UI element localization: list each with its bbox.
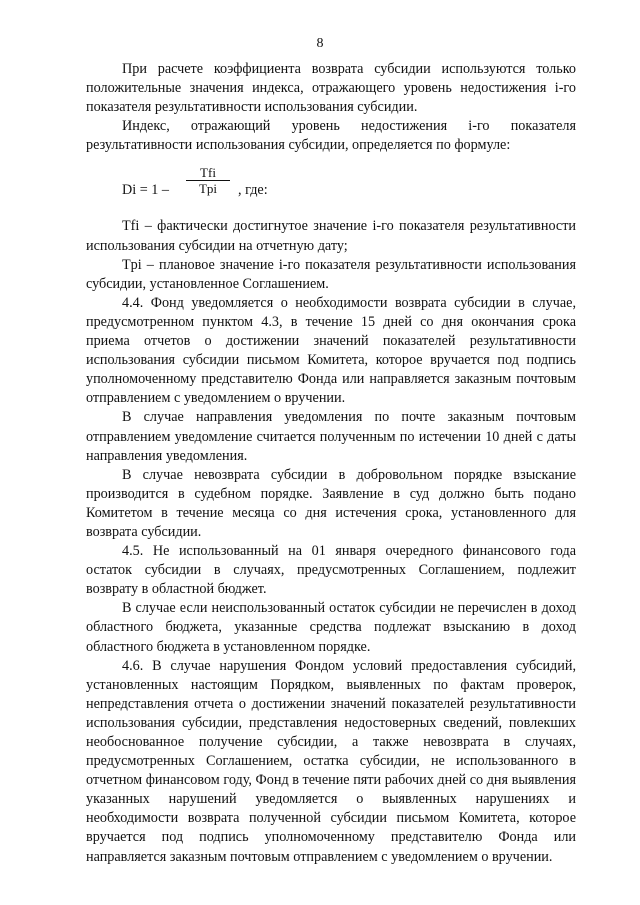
paragraph-4-5: 4.5. Не использованный на 01 января очередного финансового года остаток субсидии в случаях, предусмотренных Соглашением, подлежит возврату в областной бюджет. <box>86 543 576 598</box>
page-number: 8 <box>316 36 324 51</box>
formula-numerator: Tfi <box>186 165 230 181</box>
formula-denominator: Tpi <box>198 181 218 197</box>
paragraph-4-4: 4.4. Фонд уведомляется о необходимости возврата субсидии в случае, предусмотренном пунктом 4.3, в течение 15 дней со дня окончания срока приема отчетов о достижении значений показателей результативности использования субсидии письмом Комитета, которое вручается под подпись уполномоченному представителю Фонда или направляется заказным почтовым отправлением с уведомлением о вручении. <box>86 294 576 407</box>
paragraph-tp-definition: Tpi – плановое значение i-го показателя результативности использования субсидии, установленное Соглашением. <box>86 256 576 292</box>
paragraph-court-recovery: В случае невозврата субсидии в добровольном порядке взыскание производится в судебном порядке. Заявление в суд должно быть подано Комитетом в течение месяца со дня истечения срока, установленного для возврата субсидии. <box>86 466 576 540</box>
paragraph-mail-notice: В случае направления уведомления по почте заказным почтовым отправлением уведомление считается полученным по истечении 10 дней с даты направления уведомления. <box>86 409 576 464</box>
formula-where: , где: <box>238 182 268 199</box>
paragraph-unspent-balance: В случае если неиспользованный остаток субсидии не перечислен в доход областного бюджета, указанные средства подлежат взысканию в доход областного бюджета в установленном порядке. <box>86 600 576 655</box>
formula-fraction <box>186 165 230 196</box>
index-formula <box>122 163 576 207</box>
formula-left: Di = 1 – <box>122 182 170 199</box>
paragraph-tf-definition: Tfi – фактически достигнутое значение i-го показателя результативности использования субсидии на отчетную дату; <box>86 218 576 254</box>
paragraph-4-6: 4.6. В случае нарушения Фондом условий предоставления субсидий, установленных настоящим Порядком, выявленных по фактам проверок, непредставления отчета о достижении значений показателей результативности использования субсидии, представления недостоверных сведений, повлекших необоснованное получение субсидии, а также невозврата в случаях, предусмотренных Соглашением, остатка субсидии, не использованного в отчетном финансовом году, Фонд в течение пяти рабочих дней со дня выявления указанных нарушений уведомляется о выявленных нарушениях и необходимости возврата полученной субсидии письмом Комитета, которое вручается под подпись уполномоченному представителю Фонда или направляется заказным почтовым отправлением с уведомлением о вручении. <box>86 657 576 865</box>
document-body <box>86 60 576 867</box>
paragraph-coefficient-note: При расчете коэффициента возврата субсидии используются только положительные значения индекса, отражающего уровень недостижения i-го показателя результативности использования субсидии. <box>86 61 576 116</box>
paragraph-index-definition: Индекс, отражающий уровень недостижения i-го показателя результативности использования субсидии, определяется по формуле: <box>86 118 576 154</box>
